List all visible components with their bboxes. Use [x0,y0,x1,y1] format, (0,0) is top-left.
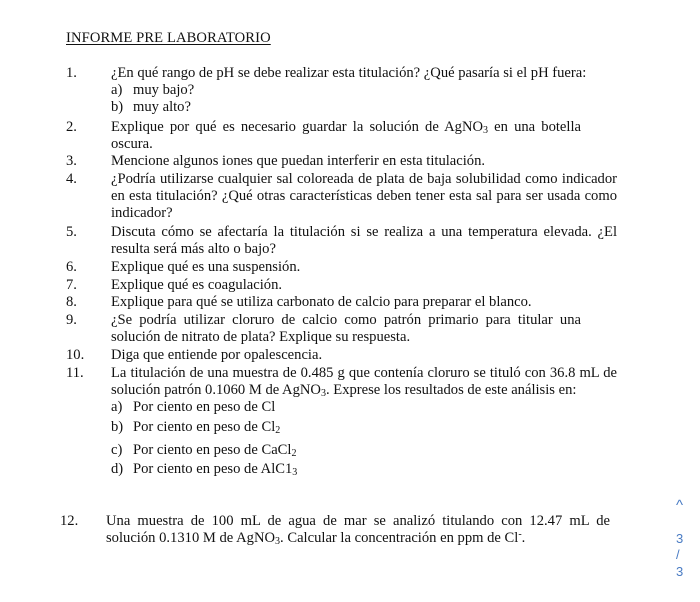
scroll-up-chevron-icon[interactable]: ^ [676,497,684,514]
question-number: 1. [66,65,77,81]
question-text: Diga que entiende por opalescencia. [111,347,323,363]
question-text: Mencione algunos iones que puedan interferir en esta titulación. [111,153,486,169]
question-text: ¿Se podría utilizar cloruro de calcio como patrón primario para titular una solución de nitrato de plata? Explique su respuesta. [111,312,581,346]
question-line: ¿En qué rango de pH se debe realizar esta titulación? ¿Qué pasaría si el pH fuera: [111,65,587,81]
question-number: 4. [66,171,77,187]
page-indicator-separator: / [676,547,680,562]
sub-item [111,99,617,116]
question-text: ¿Podría utilizarse cualquier sal coloreada de plata de baja solubilidad como indicador en esta titulación? ¿Qué otras características deben tener esta sal para ser usada como indicador? [111,171,617,222]
sub-text: Por ciento en peso de AlC1 [133,461,293,478]
question-text: Explique por qué es necesario guardar la solución de AgNO$_3$ en una botella oscura. [111,119,581,153]
sub-item [111,82,617,99]
page-title: INFORME PRE LABORATORIO [66,30,271,46]
question-number: 7. [66,277,77,293]
question-number: 12. [60,513,79,529]
question-number: 10. [66,347,85,363]
question-number: 5. [66,224,77,240]
sub-text: Por ciento en peso de CaCl [133,441,292,458]
sub-item: d) Por ciento en peso de $AlC1_3$ [111,461,298,479]
sub-text: muy bajo? [133,82,195,99]
question-number: 8. [66,294,77,310]
question-number: 2. [66,119,77,135]
sub-text: Por ciento en peso de Cl [133,418,276,435]
sub-letter: a) [111,82,123,99]
sub-item [111,399,617,416]
sub-letter: b) [111,99,124,116]
sub-text: Por ciento en peso de Cl [133,399,276,416]
question-number: 6. [66,259,77,275]
sub-letter: a) [111,399,123,416]
question-text: Explique para qué se utiliza carbonato de calcio para preparar el blanco. [111,294,532,310]
sub-letter: c) [111,441,123,458]
question-text: Discuta cómo se afectaría la titulación si se realiza a una temperatura elevada. ¿El resulta será más alto o bajo? [111,224,617,258]
page-indicator-total: 3 [676,564,684,579]
question-number: 11. [66,365,84,381]
sub-text: muy alto? [133,99,191,116]
question-number: 9. [66,312,77,328]
question-text [111,65,617,117]
sub-letter: b) [111,418,124,435]
sub-item: b) Por ciento en peso de $Cl_2$ [111,418,281,436]
question-line: La titulación de una muestra de 0.485 g que contenía cloruro se tituló con 36.8 mL de solución patrón 0.1060 M de AgNO$_3$. Exprese los resultados de este análisis en: [111,365,617,400]
sub-item: c) Por ciento en peso de CaCl$_2$ [111,441,297,459]
question-text: Explique qué es una suspensión. [111,259,301,275]
question-text [111,365,617,478]
sub-letter: d) [111,461,124,478]
page-indicator-current: 3 [676,531,684,546]
question-number: 3. [66,153,77,169]
question-text: Una muestra de 100 mL de agua de mar se analizó titulando con 12.47 mL de solución 0.1310 M de AgNO$_3$. Calcular la concentración en ppm de Cl-. [106,513,610,548]
question-text: Explique qué es coagulación. [111,277,283,293]
